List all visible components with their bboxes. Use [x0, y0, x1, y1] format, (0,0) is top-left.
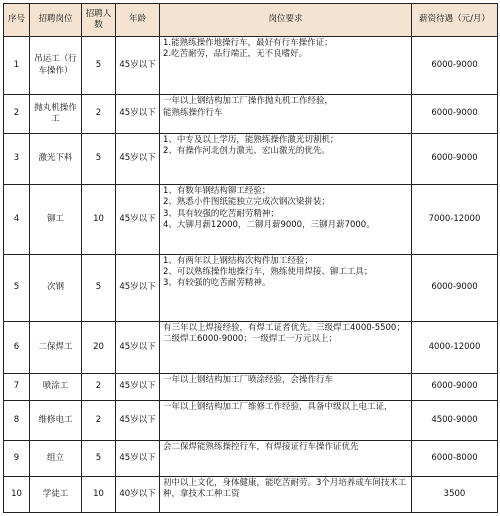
cell-no: 5 [4, 254, 30, 321]
requirement-line: 会二保焊能熟练操控行车，有焊接证行车操作证优先 [163, 442, 359, 453]
requirement-line: 2、可以熟练操作地操行车，熟练使用焊接、铆工工具； [163, 266, 373, 277]
requirement-line: 4、大铆月薪12000，二铆月薪9000，三铆月薪7000。 [163, 219, 375, 230]
requirement-line: 2、有操作河北创力激光、宏山激光的优先。 [163, 145, 330, 156]
cell-count: 10 [82, 185, 116, 255]
cell-salary: 6000-9000 [412, 37, 498, 95]
table-row [4, 441, 498, 477]
table-row [4, 373, 498, 400]
cell-position: 抛丸机操作工 [30, 95, 82, 133]
requirement-line: 一年以上钢结构加工厂喷涂经验，会操作行车 [163, 374, 334, 385]
cell-count: 2 [82, 400, 116, 440]
cell-requirements [160, 254, 412, 321]
cell-requirements [160, 95, 412, 133]
cell-no: 6 [4, 322, 30, 374]
cell-salary: 4000-12000 [412, 322, 498, 374]
cell-requirements [160, 400, 412, 440]
cell-position: 学徒工 [30, 477, 82, 513]
cell-requirements [160, 441, 412, 477]
cell-count: 5 [82, 37, 116, 95]
cell-position: 铆工 [30, 185, 82, 255]
requirement-line: 2.吃苦耐劳，品行端正，无不良嗜好。 [163, 49, 308, 60]
cell-requirements [160, 185, 412, 255]
requirement-line: 1、有数年钢结构铆工经验； [163, 186, 271, 197]
cell-no: 2 [4, 95, 30, 133]
cell-count: 2 [82, 373, 116, 400]
cell-salary: 6000-8000 [412, 441, 498, 477]
cell-position: 激光下料 [30, 133, 82, 185]
cell-salary: 7000-12000 [412, 185, 498, 255]
cell-salary: 6000-9000 [412, 254, 498, 321]
cell-requirements [160, 477, 412, 513]
cell-count: 20 [82, 322, 116, 374]
cell-age: 45岁以下 [116, 441, 160, 477]
cell-age: 45岁以下 [116, 133, 160, 185]
cell-no: 1 [4, 37, 30, 95]
header-position: 招聘岗位 [30, 4, 82, 37]
cell-requirements [160, 133, 412, 185]
cell-age: 45岁以下 [116, 400, 160, 440]
job-table [3, 3, 498, 513]
table-row [4, 133, 498, 185]
header-count: 招聘人数 [82, 4, 116, 37]
table-body [4, 37, 498, 513]
requirement-line: 一年以上钢结构加工厂维修工作经验，具备中级以上电工证， [163, 401, 393, 412]
cell-age: 45岁以下 [116, 185, 160, 255]
cell-position: 次钢 [30, 254, 82, 321]
cell-salary: 6000-9000 [412, 133, 498, 185]
cell-requirements [160, 322, 412, 374]
requirement-line: 3、具有较强的吃苦耐劳精神； [163, 208, 279, 219]
cell-salary: 6000-9000 [412, 95, 498, 133]
table-row [4, 400, 498, 440]
cell-count: 5 [82, 254, 116, 321]
requirement-line: 1、中专及以上学历，能熟练操作激光切割机； [163, 134, 339, 145]
table-row [4, 185, 498, 255]
requirement-line: 1.能熟练操作地操行车，最好有行车操作证； [163, 38, 333, 48]
cell-age: 45岁以下 [116, 373, 160, 400]
job-table-page [3, 3, 497, 513]
cell-requirements [160, 37, 412, 95]
cell-position: 二保焊工 [30, 322, 82, 374]
table-row [4, 477, 498, 513]
cell-salary: 3500 [412, 477, 498, 513]
requirement-line: 1、有两年以上钢结构次构件加工经验； [163, 255, 313, 266]
requirement-line: 一年以上钢结构加工厂操作抛丸机工作经验， [163, 96, 334, 107]
cell-age: 45岁以下 [116, 37, 160, 95]
cell-no: 9 [4, 441, 30, 477]
cell-age: 45岁以下 [116, 254, 160, 321]
cell-no: 3 [4, 133, 30, 185]
cell-age: 45岁以下 [116, 95, 160, 133]
cell-requirements [160, 373, 412, 400]
cell-position: 吊运工（行车操作） [30, 37, 82, 95]
table-row [4, 254, 498, 321]
cell-position: 组立 [30, 441, 82, 477]
requirement-line: 3、有较强的吃苦耐劳精神。 [163, 278, 271, 289]
table-row [4, 37, 498, 95]
requirement-line: 2、熟悉小件图纸能独立完成次钢次梁拼装； [163, 197, 330, 208]
cell-count: 5 [82, 133, 116, 185]
table-row [4, 322, 498, 374]
cell-no: 4 [4, 185, 30, 255]
cell-position: 喷涂工 [30, 373, 82, 400]
cell-count: 5 [82, 441, 116, 477]
cell-age: 45岁以下 [116, 322, 160, 374]
table-header-row [4, 4, 498, 37]
header-age: 年龄 [116, 4, 160, 37]
table-row [4, 95, 498, 133]
requirement-line: 初中以上文化，身体健康，能吃苦耐劳。3个月培养成车间技术工种，拿技术工种工资 [163, 478, 407, 500]
requirement-line: 有三年以上焊接经验，有焊工证者优先。三级焊工4000-5500；二级焊工6000-9000；一级焊工一万元以上； [163, 323, 405, 345]
cell-age: 40岁以下 [116, 477, 160, 513]
cell-count: 2 [82, 95, 116, 133]
cell-position: 维修电工 [30, 400, 82, 440]
header-no: 序号 [4, 4, 30, 37]
cell-count: 10 [82, 477, 116, 513]
cell-salary: 4500-9000 [412, 400, 498, 440]
header-salary: 薪资待遇（元/月） [412, 4, 498, 37]
cell-no: 10 [4, 477, 30, 513]
cell-no: 7 [4, 373, 30, 400]
cell-no: 8 [4, 400, 30, 440]
cell-salary: 6000-9000 [412, 373, 498, 400]
header-requirements: 岗位要求 [160, 4, 412, 37]
requirement-line: 能熟练操作行车 [163, 107, 223, 118]
